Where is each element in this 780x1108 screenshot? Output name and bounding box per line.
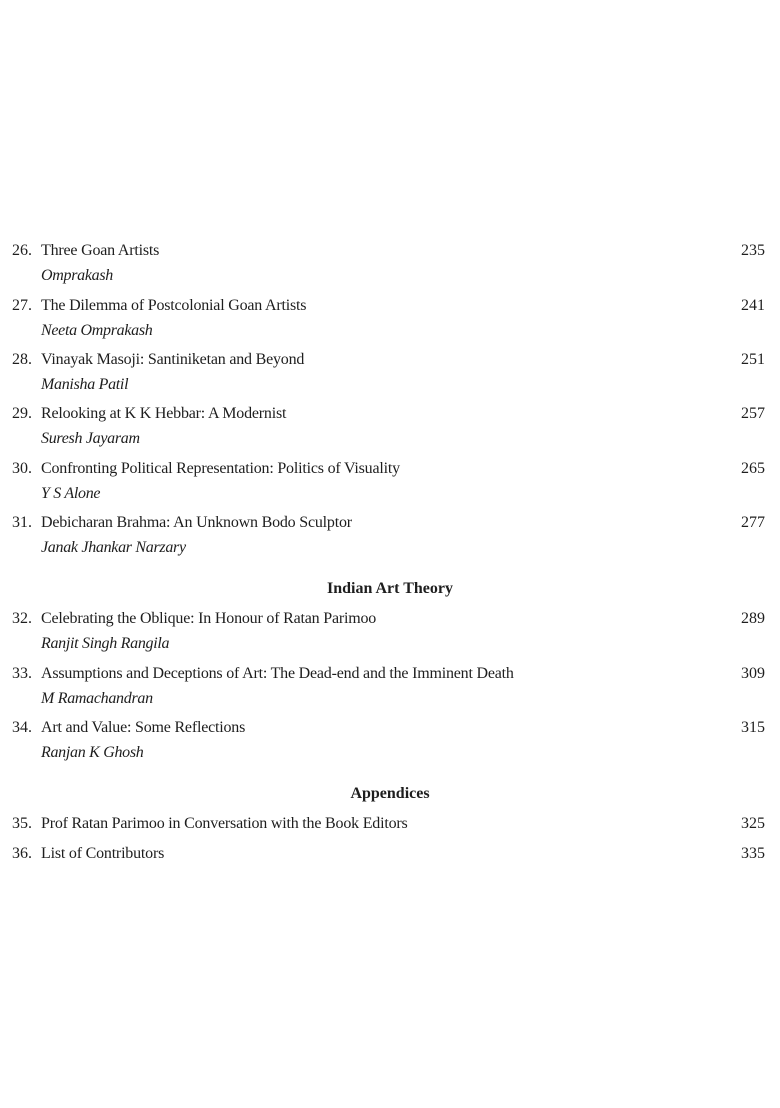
- entry-number: 35.: [12, 815, 32, 832]
- entry-number: 28.: [12, 351, 32, 368]
- entry-page-number: 335: [741, 845, 765, 862]
- entry-number: 32.: [12, 610, 32, 627]
- entry-title: Vinayak Masoji: Santiniketan and Beyond: [41, 351, 305, 368]
- section-heading: Indian Art Theory: [327, 580, 453, 597]
- toc-entry[interactable]: [0, 240, 780, 262]
- entry-number: 27.: [12, 297, 32, 314]
- section-heading: Appendices: [350, 785, 430, 802]
- entry-title: Prof Ratan Parimoo in Conversation with the Book Editors: [41, 815, 408, 832]
- entry-page-number: 277: [741, 514, 765, 531]
- entry-title: The Dilemma of Postcolonial Goan Artists: [41, 297, 307, 314]
- entry-author: Manisha Patil: [41, 376, 129, 393]
- toc-entry[interactable]: [0, 813, 780, 835]
- entry-page-number: 325: [741, 815, 765, 832]
- entry-title: Confronting Political Representation: Politics of Visuality: [41, 460, 400, 477]
- entry-author: Neeta Omprakash: [41, 322, 153, 339]
- entry-author: Ranjit Singh Rangila: [41, 635, 170, 652]
- entry-title: Relooking at K K Hebbar: A Modernist: [41, 405, 287, 422]
- entry-number: 34.: [12, 719, 32, 736]
- entry-page-number: 309: [741, 665, 765, 682]
- entry-author: Omprakash: [41, 267, 113, 284]
- entry-author: Ranjan K Ghosh: [41, 744, 144, 761]
- entry-title: Assumptions and Deceptions of Art: The Dead-end and the Imminent Death: [41, 665, 514, 682]
- toc-entry[interactable]: [0, 295, 780, 317]
- entry-page-number: 257: [741, 405, 765, 422]
- entry-title: Art and Value: Some Reflections: [41, 719, 246, 736]
- entry-number: 29.: [12, 405, 32, 422]
- toc-entry[interactable]: [0, 663, 780, 685]
- toc-entry[interactable]: [0, 349, 780, 371]
- entry-number: 31.: [12, 514, 32, 531]
- entry-number: 30.: [12, 460, 32, 477]
- entry-number: 26.: [12, 242, 32, 259]
- entry-number: 36.: [12, 845, 32, 862]
- entry-page-number: 251: [741, 351, 765, 368]
- toc-entry[interactable]: [0, 403, 780, 425]
- entry-author: M Ramachandran: [41, 690, 153, 707]
- entry-title: Debicharan Brahma: An Unknown Bodo Sculptor: [41, 514, 352, 531]
- entry-page-number: 289: [741, 610, 765, 627]
- toc-entry[interactable]: [0, 512, 780, 534]
- entry-page-number: 235: [741, 242, 765, 259]
- toc-entry[interactable]: [0, 843, 780, 865]
- entry-number: 33.: [12, 665, 32, 682]
- toc-entry[interactable]: [0, 458, 780, 480]
- entry-page-number: 241: [741, 297, 765, 314]
- toc-entry[interactable]: [0, 608, 780, 630]
- entry-page-number: 315: [741, 719, 765, 736]
- entry-title: Three Goan Artists: [41, 242, 160, 259]
- entry-page-number: 265: [741, 460, 765, 477]
- entry-title: List of Contributors: [41, 845, 165, 862]
- entry-author: Y S Alone: [41, 485, 101, 502]
- entry-author: Janak Jhankar Narzary: [41, 539, 186, 556]
- entry-title: Celebrating the Oblique: In Honour of Ratan Parimoo: [41, 610, 377, 627]
- entry-author: Suresh Jayaram: [41, 430, 140, 447]
- toc-entry[interactable]: [0, 717, 780, 739]
